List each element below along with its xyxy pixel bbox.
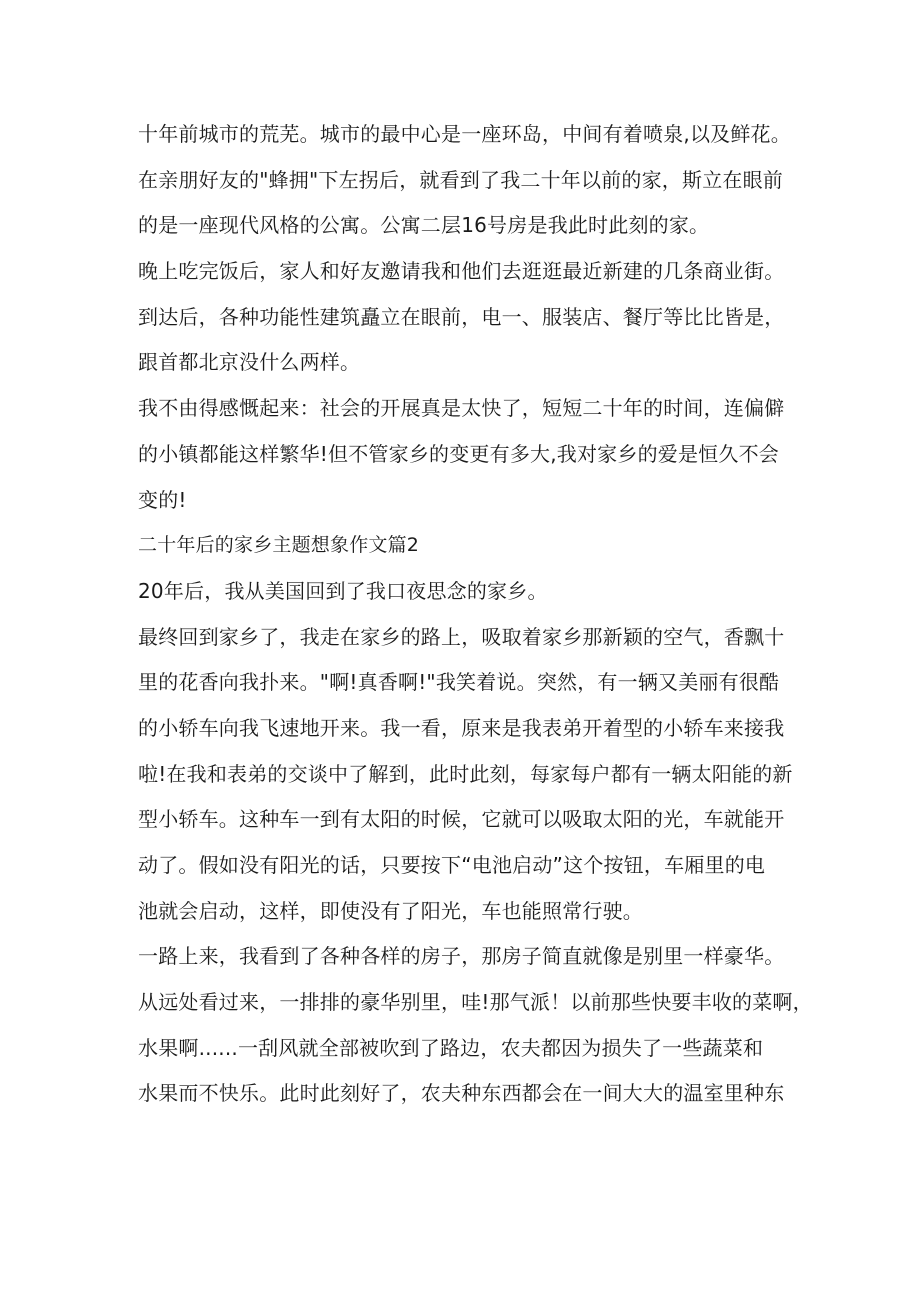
text-line: 里的花香向我扑来。"啊!真香啊!"我笑着说。突然，有一辆又美丽有很酷 <box>138 670 780 695</box>
text-line: 池就会启动，这样，即使没有了阳光，车也能照常行驶。 <box>138 898 643 923</box>
text-line: 水果啊......一刮风就全部被吹到了路边，农夫都因为损失了一些蔬菜和 <box>138 1035 764 1060</box>
text-line: 十年前城市的荒芜。城市的最中心是一座环岛，中间有着喷泉,以及鲜花。 <box>138 122 791 146</box>
text-line: 到达后，各种功能性建筑矗立在眼前，电一、服装店、餐厅等比比皆是， <box>138 304 785 329</box>
text-line: 水果而不快乐。此时此刻好了，农夫种东西都会在一间大大的温室里种东 <box>138 1081 785 1106</box>
text-line: 的小轿车向我飞速地开来。我一看，原来是我表弟开着型的小轿车来接我 <box>138 715 785 740</box>
text-line: 在亲朋好友的"蜂拥"下左拐后，就看到了我二十年以前的家，斯立在眼前 <box>138 167 783 192</box>
text-line: 的是一座现代风格的公寓。公寓二层16号房是我此时此刻的家。 <box>138 213 710 238</box>
text-line: 晚上吃完饭后，家人和好友邀请我和他们去逛逛最近新建的几条商业街。 <box>138 259 785 284</box>
text-line: 一路上来，我看到了各种各样的房子，那房子简直就像是别里一样豪华。 <box>138 944 785 969</box>
text-line: 的小镇都能这样繁华!但不管家乡的变更有多大,我对家乡的爱是恒久不会 <box>138 441 779 466</box>
text-line: 最终回到家乡了，我走在家乡的路上，吸取着家乡那新颖的空气，香飘十 <box>138 624 785 649</box>
text-line: 动了。假如没有阳光的话，只要按下“电池启动”这个按钮，车厢里的电 <box>138 853 766 877</box>
text-line: 变的! <box>138 487 187 512</box>
text-line: 从远处看过来，一排排的豪华别里，哇!那气派！以前那些快要丰收的菜啊， <box>138 990 813 1015</box>
text-line: 20年后，我从美国回到了我口夜思念的家乡。 <box>138 578 548 603</box>
text-line: 型小轿车。这种车一到有太阳的时候，它就可以吸取太阳的光，车就能开 <box>138 807 785 832</box>
text-line: 我不由得感慨起来：社会的开展真是太快了，短短二十年的时间，连偏僻 <box>138 396 785 421</box>
section-heading: 二十年后的家乡主题想象作文篇2 <box>138 534 420 557</box>
text-line: 啦!在我和表弟的交谈中了解到，此时此刻，每家每户都有一辆太阳能的新 <box>138 761 793 786</box>
text-line: 跟首都北京没什么两样。 <box>138 350 361 375</box>
essay-body <box>138 112 813 1117</box>
